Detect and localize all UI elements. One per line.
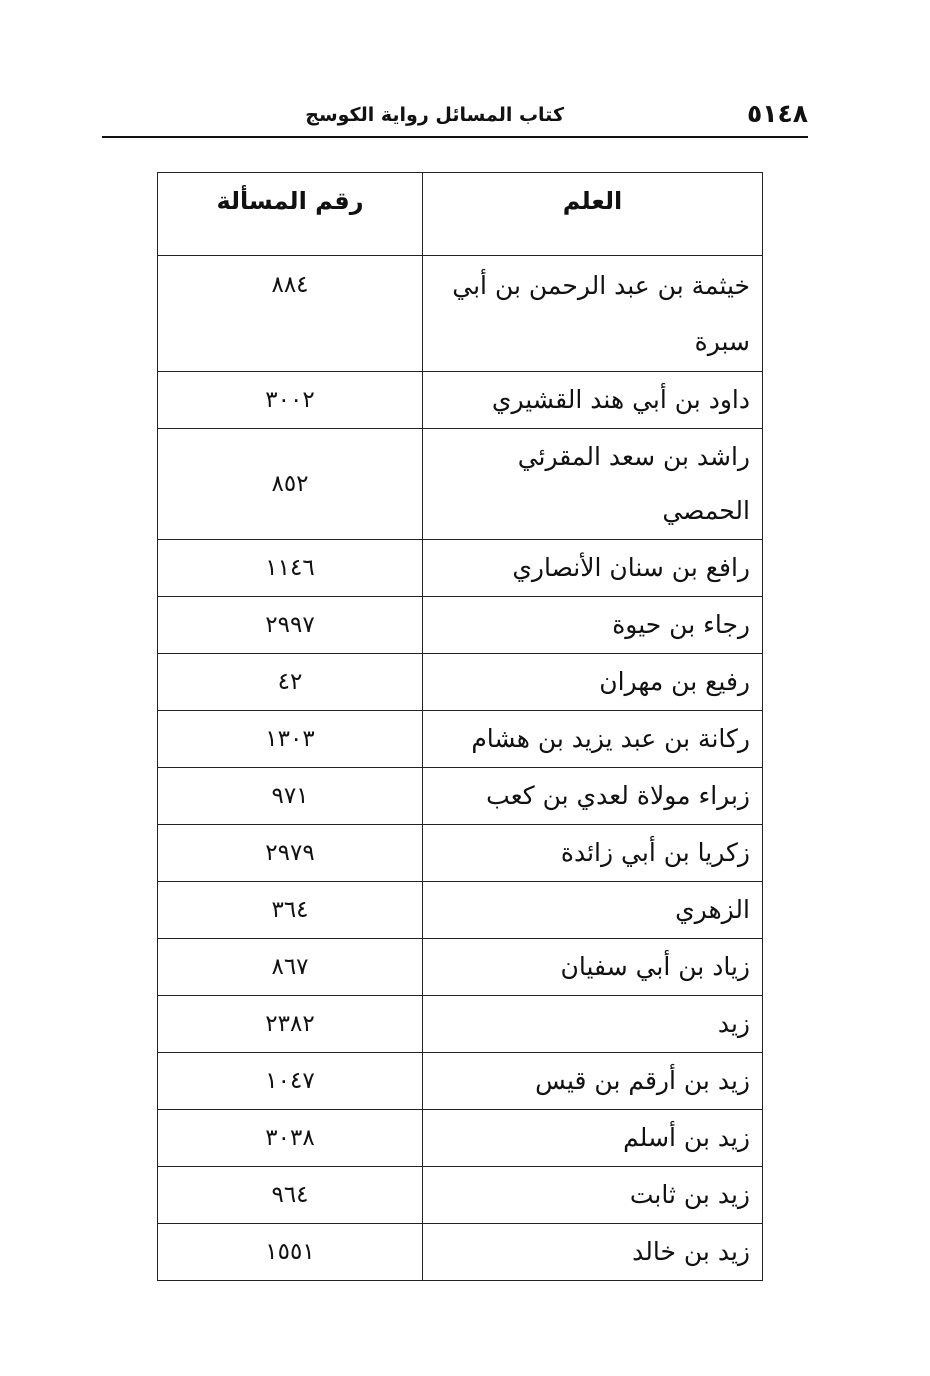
number-cell: ١٥٥١ [158, 1224, 423, 1281]
number-cell: ٤٢ [158, 654, 423, 711]
table-header-row [158, 173, 763, 256]
number-cell: ١١٤٦ [158, 540, 423, 597]
number-cell: ٩٦٤ [158, 1167, 423, 1224]
table-row [158, 825, 763, 882]
name-cell: زيد بن خالد [423, 1224, 763, 1281]
number-cell: ٨٨٤ [158, 256, 423, 372]
name-cell: زبراء مولاة لعدي بن كعب [423, 768, 763, 825]
number-cell: ٢٣٨٢ [158, 996, 423, 1053]
name-cell: زيد بن أسلم [423, 1110, 763, 1167]
column-header-number: رقم المسألة [158, 173, 423, 256]
table-row [158, 711, 763, 768]
number-cell: ٢٩٧٩ [158, 825, 423, 882]
name-cell: زيد [423, 996, 763, 1053]
table-row [158, 1110, 763, 1167]
number-cell: ٨٥٢ [158, 429, 423, 540]
number-cell: ١٠٤٧ [158, 1053, 423, 1110]
number-cell: ٨٦٧ [158, 939, 423, 996]
page-number: ٥١٤٨ [746, 99, 808, 128]
table-row [158, 996, 763, 1053]
table-row [158, 1053, 763, 1110]
table-row [158, 768, 763, 825]
table-row [158, 654, 763, 711]
name-cell: زيد بن ثابت [423, 1167, 763, 1224]
name-cell: رجاء بن حيوة [423, 597, 763, 654]
number-cell: ٩٧١ [158, 768, 423, 825]
table-row [158, 597, 763, 654]
table-row [158, 256, 763, 372]
number-cell: ٣٠٣٨ [158, 1110, 423, 1167]
name-cell: داود بن أبي هند القشيري [423, 372, 763, 429]
name-cell: زكريا بن أبي زائدة [423, 825, 763, 882]
index-table [157, 172, 763, 1281]
name-cell: رافع بن سنان الأنصاري [423, 540, 763, 597]
table-row [158, 540, 763, 597]
running-title: كتاب المسائل رواية الكوسج [305, 104, 564, 126]
table-row [158, 882, 763, 939]
name-cell: الزهري [423, 882, 763, 939]
number-cell: ٢٩٩٧ [158, 597, 423, 654]
name-cell: رفيع بن مهران [423, 654, 763, 711]
table-row [158, 429, 763, 540]
name-cell: ركانة بن عبد يزيد بن هشام [423, 711, 763, 768]
number-cell: ٣٠٠٢ [158, 372, 423, 429]
name-cell: راشد بن سعد المقرئي الحمصي [423, 429, 763, 540]
table-row [158, 1224, 763, 1281]
name-cell: زياد بن أبي سفيان [423, 939, 763, 996]
number-cell: ٣٦٤ [158, 882, 423, 939]
number-cell: ١٣٠٣ [158, 711, 423, 768]
table-row [158, 939, 763, 996]
table-row [158, 372, 763, 429]
header-rule [102, 136, 808, 138]
name-cell: زيد بن أرقم بن قيس [423, 1053, 763, 1110]
column-header-name: العلم [423, 173, 763, 256]
table-row [158, 1167, 763, 1224]
name-cell: خيثمة بن عبد الرحمن بن أبي سبرة [423, 256, 763, 372]
page-header [102, 94, 808, 136]
